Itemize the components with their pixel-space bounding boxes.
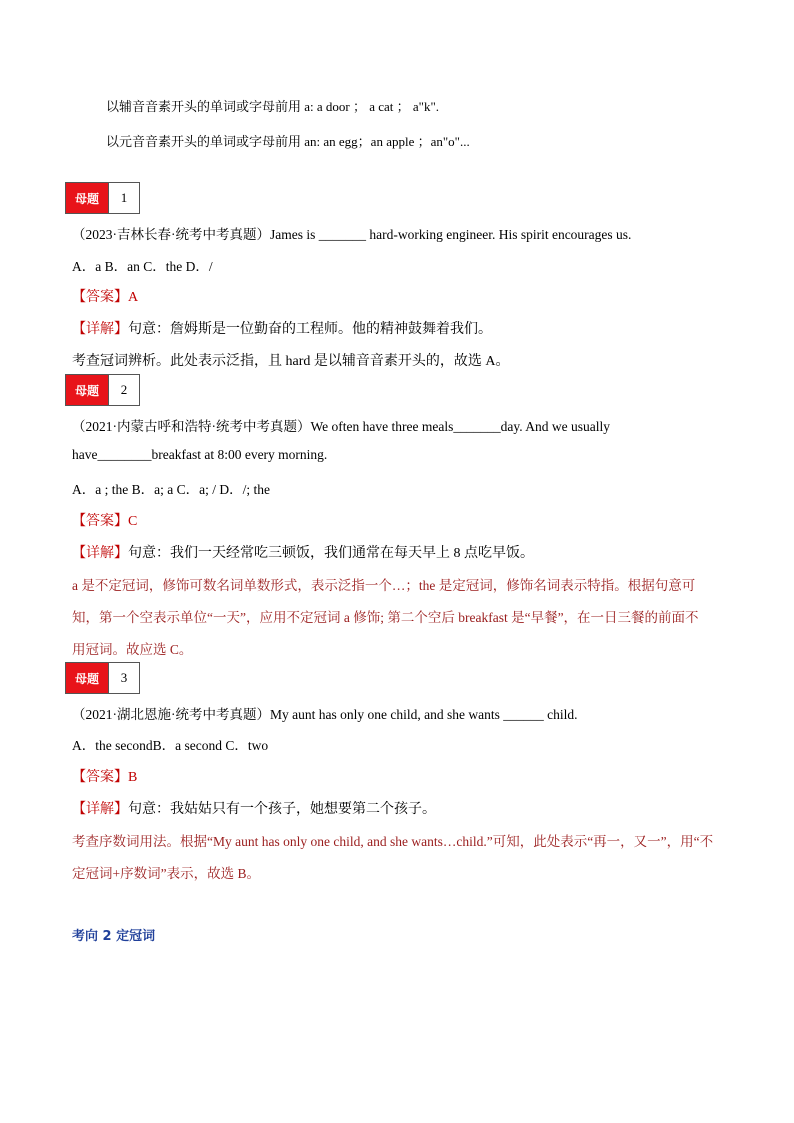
badge-label: 母题 (66, 375, 108, 405)
question-stem: （2021·湖北恩施·统考中考真题）My aunt has only one child, and she wants ______ child. (72, 707, 578, 722)
detail-label: 【详解】 (72, 322, 128, 337)
question-badge-3 (65, 662, 140, 694)
badge-number: 1 (108, 183, 139, 213)
explanation-line: 定冠词+序数词”表示，故选 B。 (72, 866, 260, 881)
detail-text: 句意：詹姆斯是一位勤奋的工程师。他的精神鼓舞着我们。 (128, 322, 492, 337)
detail-label: 【详解】 (72, 802, 128, 817)
explanation-line: 用冠词。故应选 C。 (72, 642, 193, 657)
explanation-line: a 是不定冠词，修饰可数名词单数形式，表示泛指一个…；the 是定冠词，修饰名词表示特指。根据句意可 (72, 578, 696, 593)
badge-label: 母题 (66, 663, 108, 693)
explanation-line: 知，第一个空表示单位“一天”，应用不定冠词 a 修饰; 第二个空后 breakfast 是“早餐”，在一日三餐的前面不 (72, 610, 699, 625)
detail-line (72, 318, 492, 338)
question-badge-1 (65, 182, 140, 214)
intro-line-2: 以元音音素开头的单词或字母前用 an: an egg；an apple ；an"o"... (106, 134, 470, 149)
question-options: A．a B．an C．the D．/ (72, 259, 213, 274)
detail-text: 句意：我们一天经常吃三顿饭，我们通常在每天早上 8 点吃早饭。 (128, 546, 534, 561)
intro-line-1: 以辅音音素开头的单词或字母前用 a: a door ； a cat ； a"k". (106, 99, 440, 114)
detail-label: 【详解】 (72, 546, 128, 561)
answer-line: 【答案】B (72, 770, 138, 785)
answer-line: 【答案】C (72, 514, 138, 529)
question-options: A．a ; the B．a; a C．a; / D．/; the (72, 482, 270, 497)
answer-line: 【答案】A (72, 290, 139, 305)
explanation-line: 考查冠词辨析。此处表示泛指，且 hard 是以辅音音素开头的，故选 A。 (72, 354, 510, 369)
question-stem: have________breakfast at 8:00 every morning. (72, 447, 328, 462)
detail-line (72, 798, 436, 818)
question-options: A．the secondB．a second C．two (72, 738, 269, 753)
explanation-line: 考查序数词用法。根据“My aunt has only one child, and she wants…child.”可知，此处表示“再一，又一”，用“不 (72, 834, 714, 849)
section-heading: 考向 2 定冠词 (72, 929, 156, 944)
question-stem: （2023·吉林长春·统考中考真题）James is _______ hard-working engineer. His spirit encourages us. (72, 227, 632, 242)
question-stem: （2021·内蒙古呼和浩特·统考中考真题）We often have three meals_______day. And we usually (72, 419, 610, 434)
badge-label: 母题 (66, 183, 108, 213)
badge-number: 2 (108, 375, 139, 405)
question-badge-2 (65, 374, 140, 406)
badge-number: 3 (108, 663, 139, 693)
detail-line (72, 542, 534, 562)
detail-text: 句意：我姑姑只有一个孩子，她想要第二个孩子。 (128, 802, 436, 817)
